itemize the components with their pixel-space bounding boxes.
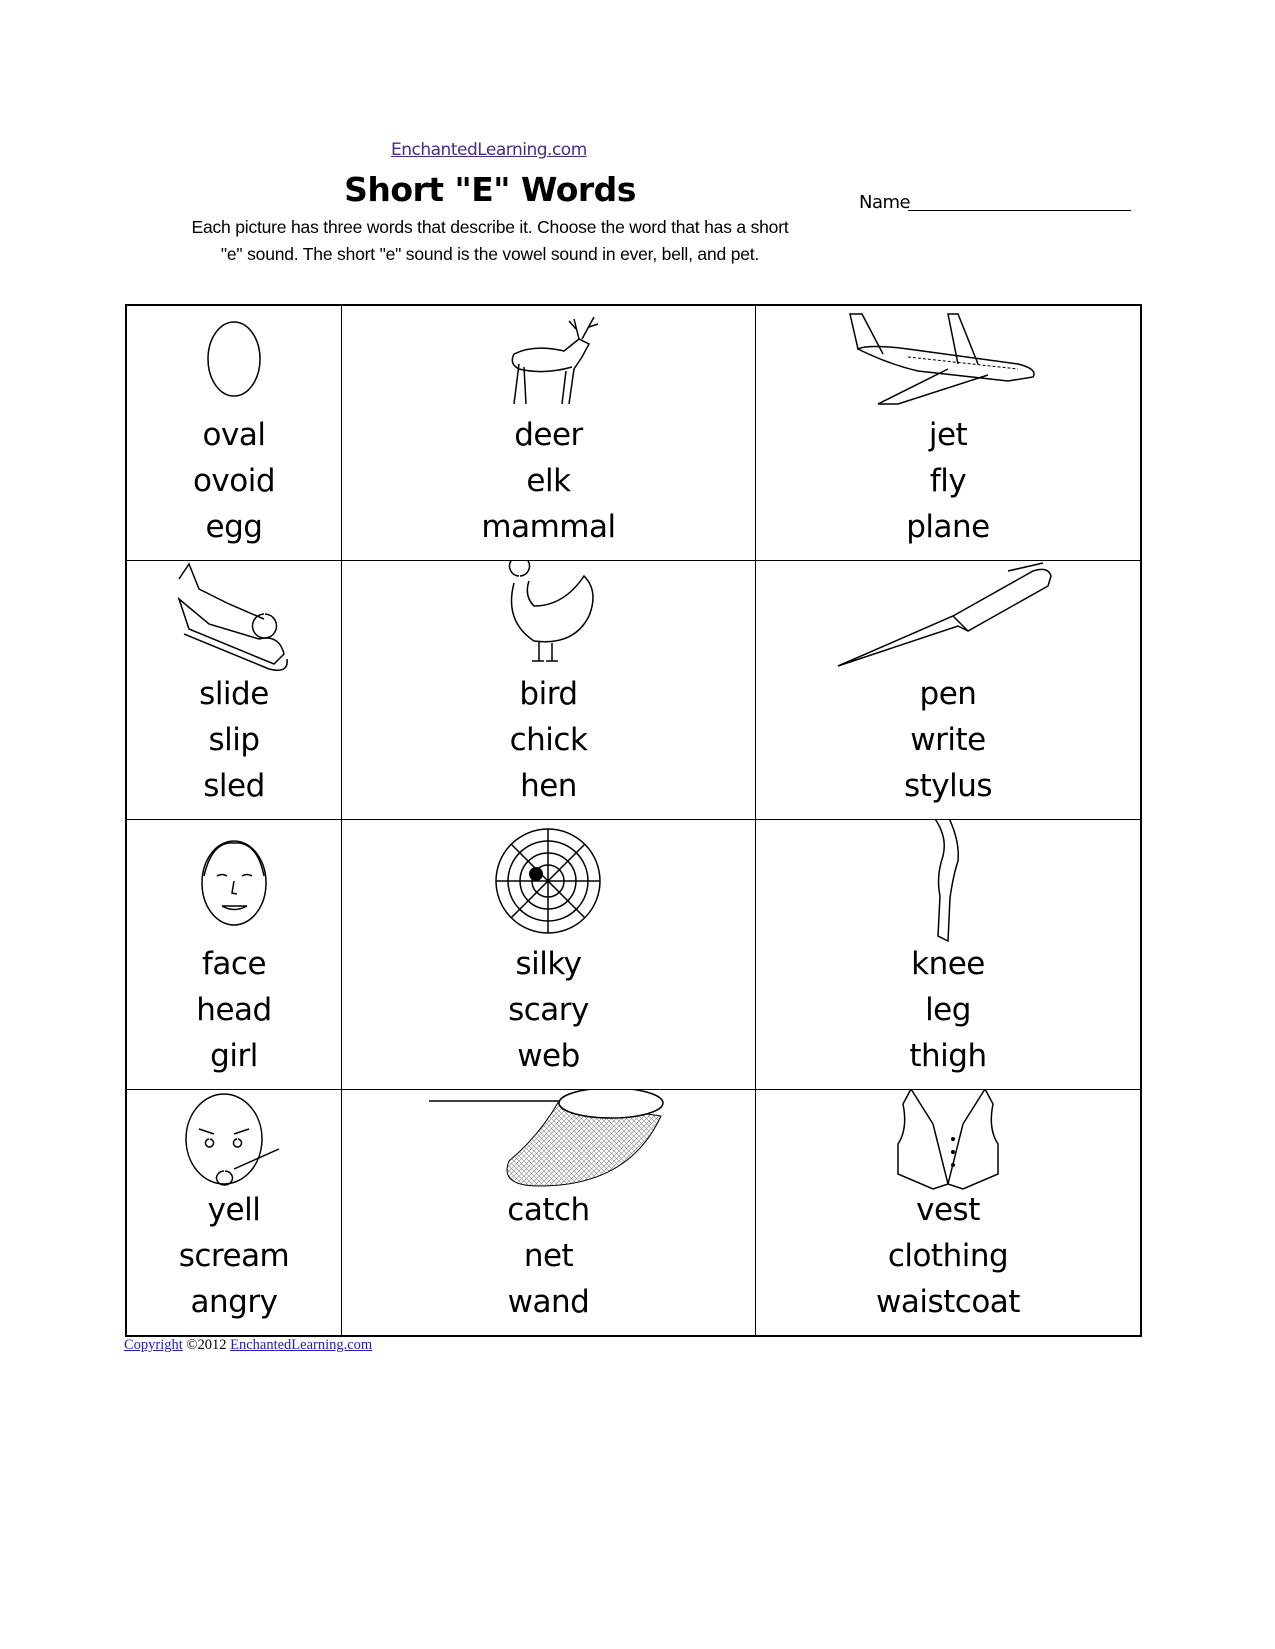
face-icon <box>127 820 341 941</box>
net-icon <box>342 1090 755 1187</box>
word-choice[interactable]: oval <box>202 417 266 453</box>
word-cell <box>756 820 1140 1090</box>
word-cell <box>127 820 342 1090</box>
word-cell <box>127 306 342 561</box>
word-cell <box>756 1090 1140 1335</box>
jet-icon <box>756 306 1140 412</box>
word-grid <box>125 304 1142 1337</box>
word-choice[interactable]: net <box>523 1238 574 1274</box>
word-choice[interactable]: elk <box>526 463 571 499</box>
hen-icon <box>342 561 755 671</box>
word-choice[interactable]: clothing <box>887 1238 1009 1274</box>
word-choice[interactable]: scary <box>508 992 589 1028</box>
word-choice[interactable]: angry <box>190 1284 278 1320</box>
word-choice[interactable]: plane <box>906 509 990 545</box>
word-choice[interactable]: chick <box>509 722 588 758</box>
word-choice[interactable]: sled <box>203 768 265 804</box>
instructions-line-1: Each picture has three words that describe it. Choose the word that has a short <box>191 217 789 237</box>
word-cell <box>342 306 756 561</box>
word-choice[interactable]: girl <box>210 1038 258 1074</box>
word-choice[interactable]: leg <box>925 992 971 1028</box>
footer-site-link[interactable]: EnchantedLearning.com <box>230 1337 373 1353</box>
word-choice[interactable]: silky <box>515 946 582 982</box>
word-choice[interactable]: yell <box>207 1192 261 1228</box>
word-choice[interactable]: scream <box>178 1238 290 1274</box>
pen-icon <box>756 561 1140 671</box>
word-choice[interactable]: web <box>517 1038 580 1074</box>
word-choice[interactable]: bird <box>519 676 578 712</box>
web-icon <box>342 820 755 941</box>
word-choice[interactable]: write <box>910 722 986 758</box>
word-choice[interactable]: pen <box>919 676 977 712</box>
vest-icon <box>756 1090 1140 1187</box>
word-choice[interactable]: vest <box>916 1192 980 1228</box>
word-choice[interactable]: waistcoat <box>876 1284 1020 1320</box>
word-cell <box>756 306 1140 561</box>
word-choice[interactable]: fly <box>929 463 967 499</box>
word-choice[interactable]: mammal <box>481 509 616 545</box>
word-choice[interactable]: deer <box>514 417 583 453</box>
word-choice[interactable]: slide <box>199 676 269 712</box>
word-choice[interactable]: ovoid <box>192 463 276 499</box>
word-choice[interactable]: slip <box>208 722 260 758</box>
word-cell <box>342 561 756 820</box>
word-choice[interactable]: catch <box>507 1192 590 1228</box>
word-choice[interactable]: thigh <box>909 1038 987 1074</box>
word-cell <box>127 1090 342 1335</box>
instructions <box>130 214 850 268</box>
word-cell <box>342 820 756 1090</box>
copyright-year: ©2012 <box>186 1337 227 1353</box>
word-choice[interactable]: egg <box>205 509 263 545</box>
word-choice[interactable]: head <box>196 992 272 1028</box>
word-choice[interactable]: hen <box>520 768 577 804</box>
word-choice[interactable]: stylus <box>903 768 993 804</box>
footer <box>124 1337 372 1354</box>
site-link[interactable]: EnchantedLearning.com <box>391 140 587 160</box>
name-field-line[interactable] <box>908 210 1131 211</box>
elk-icon <box>342 306 755 412</box>
yelling-face-icon <box>127 1090 341 1187</box>
word-choice[interactable]: jet <box>928 417 968 453</box>
egg-icon <box>127 306 341 412</box>
word-choice[interactable]: knee <box>911 946 985 982</box>
word-cell <box>756 561 1140 820</box>
word-cell <box>342 1090 756 1335</box>
page-title: Short "E" Words <box>344 170 636 209</box>
sled-icon <box>127 561 341 671</box>
instructions-line-2: "e" sound. The short "e" sound is the vowel sound in ever, bell, and pet. <box>220 244 760 264</box>
word-cell <box>127 561 342 820</box>
word-choice[interactable]: face <box>201 946 267 982</box>
copyright-link[interactable]: Copyright <box>124 1337 183 1353</box>
word-choice[interactable]: wand <box>507 1284 590 1320</box>
leg-icon <box>756 820 1140 941</box>
name-label: Name <box>859 192 911 213</box>
